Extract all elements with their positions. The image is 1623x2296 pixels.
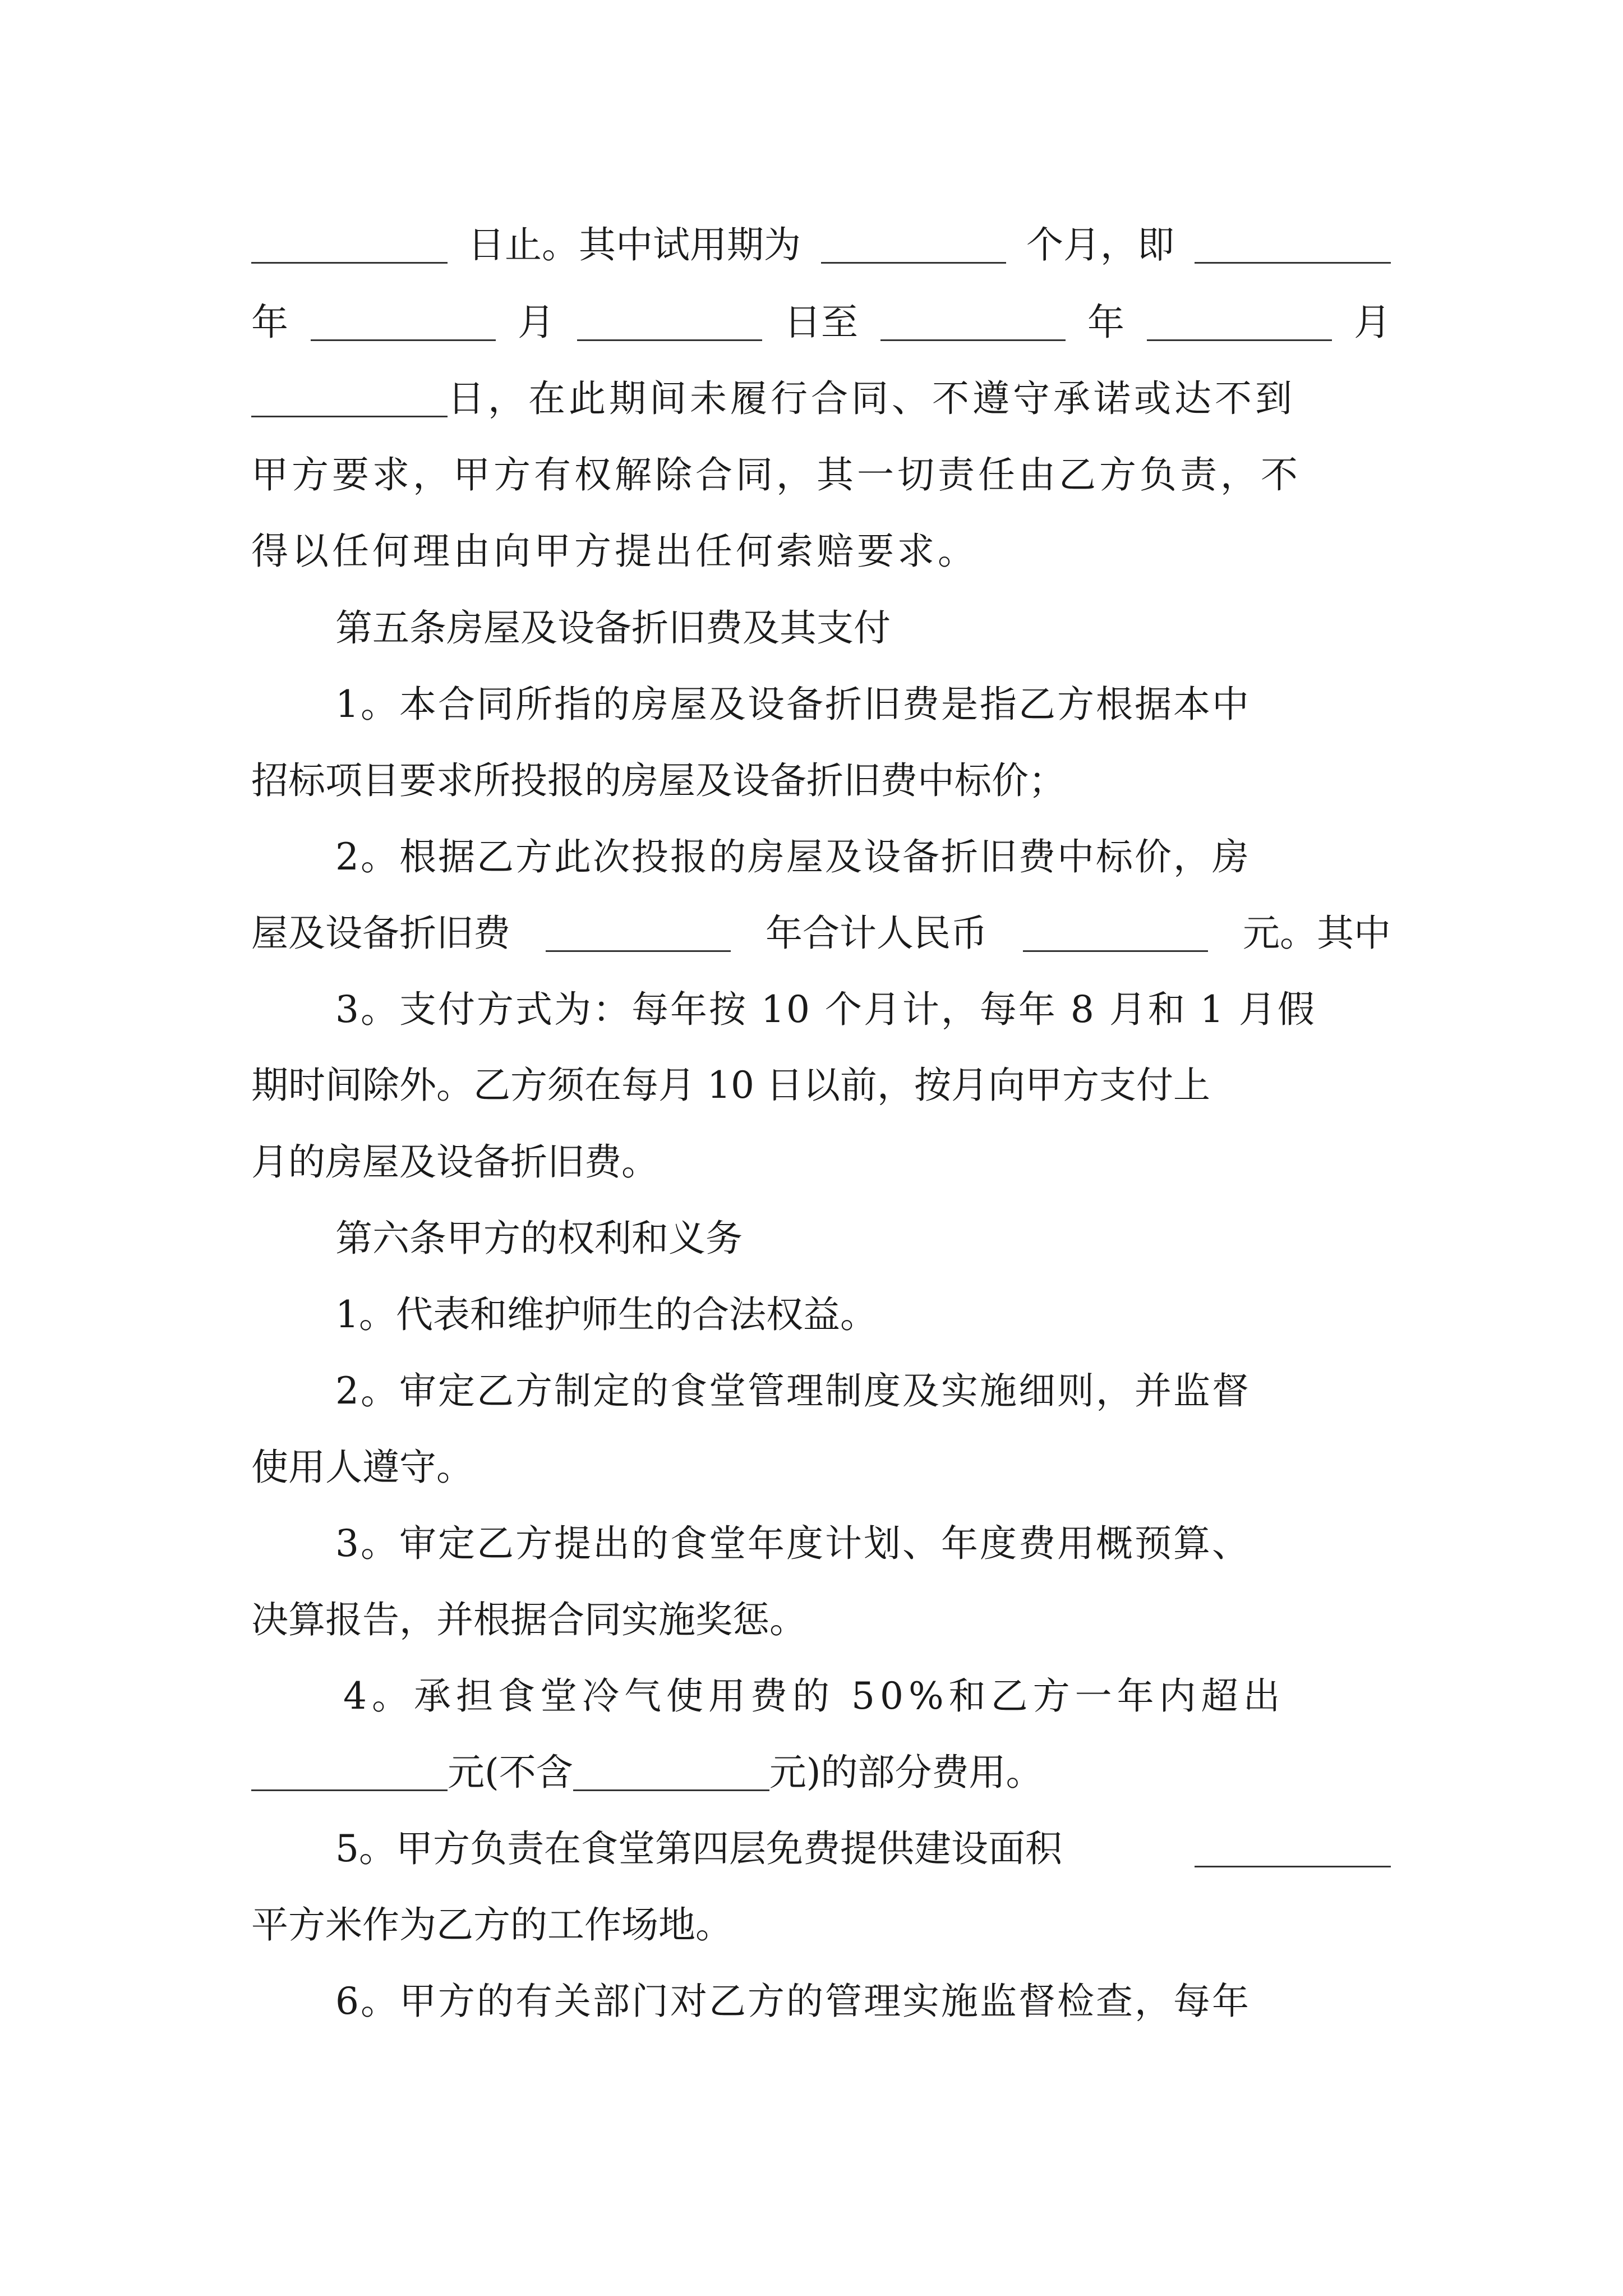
- text-segment: 日至: [784, 301, 858, 344]
- text-line: [251, 292, 1391, 353]
- section-heading: 第五条房屋及设备折旧费及其支付: [335, 606, 891, 650]
- fill-blank: [821, 227, 1006, 264]
- text-line: 甲方要求，甲方有权解除合同，其一切责任由乙方负责，不: [251, 453, 1301, 496]
- fill-blank: [880, 305, 1066, 341]
- text-line: 月的房屋及设备折旧费。: [251, 1140, 658, 1184]
- text-segment: 个月，即: [1026, 223, 1174, 266]
- text-line: 1。本合同所指的房屋及设备折旧费是指乙方根据本中: [335, 683, 1251, 726]
- text-line: 2。根据乙方此次投报的房屋及设备折旧费中标价，房: [335, 835, 1251, 878]
- fill-blank: [1023, 915, 1208, 952]
- text-line: [335, 1818, 1391, 1880]
- text-line: [251, 368, 1391, 430]
- fill-blank: [311, 305, 496, 341]
- text-segment: 年: [1087, 301, 1124, 344]
- fill-blank: [1195, 1831, 1391, 1867]
- text-line: 1。代表和维护师生的合法权益。: [335, 1293, 877, 1336]
- text-segment: 日，在此期间未履行合同、不遵守承诺或达不到: [448, 377, 1295, 420]
- fill-blank: [1147, 305, 1332, 341]
- text-line: 平方米作为乙方的工作场地。: [251, 1903, 732, 1947]
- text-segment: 5。甲方负责在食堂第四层免费提供建设面积: [335, 1827, 1062, 1870]
- text-line: 使用人遵守。: [251, 1446, 473, 1489]
- text-line: [251, 1742, 1391, 1803]
- fill-blank: [1195, 227, 1391, 264]
- text-line: 3。审定乙方提出的食堂年度计划、年度费用概预算、: [335, 1522, 1251, 1565]
- text-segment: 元)的部分费用。: [769, 1751, 1043, 1794]
- text-line: 2。审定乙方制定的食堂管理制度及实施细则，并监督: [335, 1369, 1251, 1412]
- text-segment: 元(不含: [448, 1751, 573, 1794]
- text-line: 招标项目要求所投报的房屋及设备折旧费中标价；: [251, 759, 1066, 802]
- text-segment: 元。其中: [1243, 912, 1391, 955]
- fill-blank: [251, 1755, 448, 1791]
- fill-blank: [546, 915, 731, 952]
- text-segment: 屋及设备折旧费: [251, 912, 510, 955]
- text-line: [251, 903, 1391, 964]
- text-line: 得以任何理由向甲方提出任何索赔要求。: [251, 530, 978, 573]
- fill-blank: [251, 381, 448, 417]
- text-line: 3。支付方式为：每年按 10 个月计，每年 8 月和 1 月假: [335, 988, 1316, 1031]
- text-segment: 日止。其中试用期为: [468, 223, 801, 266]
- text-segment: 年合计人民币: [766, 912, 988, 955]
- text-line: 6。甲方的有关部门对乙方的管理实施监督检查，每年: [335, 1980, 1251, 2023]
- fill-blank: [577, 305, 762, 341]
- text-segment: 年: [251, 301, 288, 344]
- fill-blank: [573, 1755, 769, 1791]
- text-segment: 月: [518, 301, 555, 344]
- text-line: 4。承担食堂冷气使用费的 50%和乙方一年内超出: [343, 1674, 1285, 1718]
- text-segment: 月: [1354, 301, 1391, 344]
- text-line: 决算报告，并根据合同实施奖惩。: [251, 1598, 806, 1641]
- section-heading: 第六条甲方的权利和义务: [335, 1217, 743, 1260]
- text-line: 期时间除外。乙方须在每月 10 日以前，按月向甲方支付上: [251, 1064, 1210, 1107]
- fill-blank: [251, 227, 448, 264]
- text-line: [251, 214, 1391, 276]
